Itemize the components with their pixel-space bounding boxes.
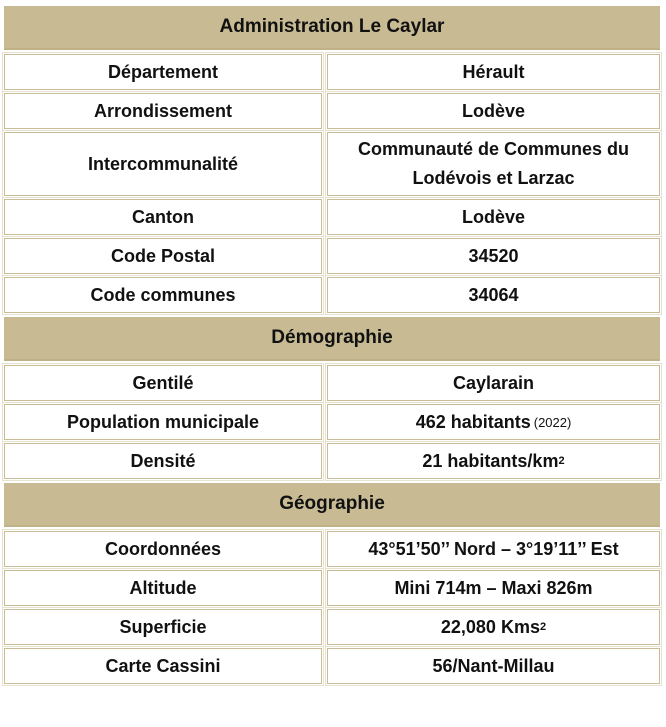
- row-label: Coordonnées: [4, 531, 322, 567]
- density-exponent: 2: [558, 454, 565, 467]
- population-value: 462 habitants: [415, 411, 531, 432]
- row-label: Altitude: [4, 570, 322, 606]
- row-value-population: [327, 404, 660, 440]
- table-row: [4, 365, 660, 401]
- table-row: [4, 54, 660, 90]
- row-value-area: [327, 609, 660, 645]
- row-label: Gentilé: [4, 365, 322, 401]
- table-row: [4, 277, 660, 313]
- table-row: [4, 93, 660, 129]
- table-row: [4, 238, 660, 274]
- row-value: Lodève: [327, 199, 660, 235]
- table-row: [4, 609, 660, 645]
- section-header-administration: Administration Le Caylar: [4, 6, 660, 50]
- area-exponent: 2: [539, 620, 547, 633]
- table-row: [4, 531, 660, 567]
- row-label: Code communes: [4, 277, 322, 313]
- table-row: [4, 570, 660, 606]
- row-label: Carte Cassini: [4, 648, 322, 684]
- row-value-density: [327, 443, 660, 479]
- row-value: Caylarain: [327, 365, 660, 401]
- population-year: (2022): [533, 414, 572, 430]
- row-value: 34520: [327, 238, 660, 274]
- table-row: [4, 443, 660, 479]
- table-row: [4, 132, 660, 196]
- row-label: Intercommunalité: [4, 132, 322, 196]
- row-label: Arrondissement: [4, 93, 322, 129]
- table-row: [4, 404, 660, 440]
- row-value: Mini 714m – Maxi 826m: [327, 570, 660, 606]
- row-value: 43°51’50’’ Nord – 3°19’11’’ Est: [327, 531, 660, 567]
- table-row: [4, 199, 660, 235]
- row-label: Population municipale: [4, 404, 322, 440]
- row-label: Canton: [4, 199, 322, 235]
- area-value: 22,080 Kms: [440, 616, 540, 637]
- table-row: [4, 648, 660, 684]
- density-value: 21 habitants/km: [422, 450, 559, 471]
- row-value: 34064: [327, 277, 660, 313]
- row-value: Hérault: [327, 54, 660, 90]
- section-header-demographie: Démographie: [4, 317, 660, 361]
- section-header-geographie: Géographie: [4, 483, 660, 527]
- row-value: Lodève: [327, 93, 660, 129]
- info-table: [2, 2, 662, 687]
- row-value: 56/Nant-Millau: [327, 648, 660, 684]
- row-label: Superficie: [4, 609, 322, 645]
- row-value: Communauté de Communes du Lodévois et Larzac: [327, 132, 660, 196]
- row-label: Densité: [4, 443, 322, 479]
- row-label: Département: [4, 54, 322, 90]
- row-label: Code Postal: [4, 238, 322, 274]
